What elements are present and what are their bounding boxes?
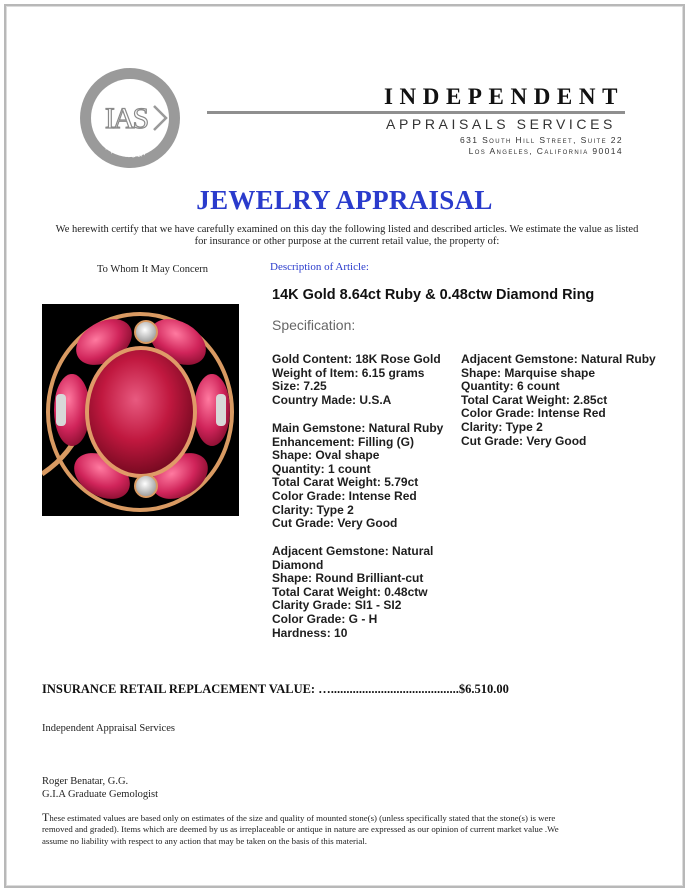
spec-line: Total Carat Weight: 5.79ct bbox=[272, 475, 419, 490]
spec-line: Gold Content: 18K Rose Gold bbox=[272, 352, 441, 366]
item-title: 14K Gold 8.64ct Ruby & 0.48ctw Diamond Ring bbox=[272, 287, 595, 303]
insurance-label: INSURANCE RETAIL REPLACEMENT VALUE: bbox=[42, 682, 319, 696]
spec-line: Shape: Marquise shape bbox=[461, 365, 596, 380]
spec-line: Shape: Oval shape bbox=[272, 448, 380, 463]
spec-line: Weight of Item: 6.15 grams bbox=[272, 365, 425, 380]
spec-group-diamond bbox=[272, 545, 442, 640]
spec-group-metal bbox=[272, 353, 452, 407]
header-rule bbox=[207, 111, 625, 114]
certify-statement: We herewith certify that we have carefully examined on this day the following listed and described articles. We estimate the value as listed for insurance or other purpose at the current retail value, the property of: bbox=[55, 224, 639, 247]
disclaimer-text: hese estimated values are based only on estimates of the size and quality of mounted stone(s) (unless specifically stated that the stone(s) is were removed and graded). Items which are deemed by us as irreplaceable or antique in nature are expressed as our opinion of current market value .We assume no liability with respect to any action that may be taken on the basis of this material. bbox=[42, 813, 559, 846]
recipient: To Whom It May Concern bbox=[97, 264, 209, 275]
spec-line: Total Carat Weight: 0.48ctw bbox=[272, 584, 428, 599]
spec-line: Adjacent Gemstone: Natural Ruby bbox=[461, 352, 656, 366]
spec-line: Enhancement: Filling (G) bbox=[272, 434, 415, 449]
company-name: INDEPENDENT bbox=[384, 84, 625, 109]
spec-line: Color Grade: G - H bbox=[272, 611, 378, 626]
logo-monogram: IAS bbox=[104, 102, 148, 135]
company-subtitle: APPRAISALS SERVICES bbox=[386, 116, 616, 132]
spec-line: Clarity Grade: SI1 - SI2 bbox=[272, 598, 402, 613]
spec-line: Cut Grade: Very Good bbox=[272, 516, 398, 531]
description-label: Description of Article: bbox=[270, 261, 369, 273]
insurance-value-line bbox=[42, 682, 509, 697]
disclaimer-initial: T bbox=[42, 810, 50, 824]
signer-block bbox=[42, 775, 158, 801]
spec-line: Quantity: 6 count bbox=[461, 379, 560, 394]
address-line-2: Los Angeles, California 90014 bbox=[468, 146, 623, 156]
spec-line: Main Gemstone: Natural Ruby bbox=[272, 421, 444, 435]
insurance-value: $6.510.00 bbox=[458, 682, 509, 696]
spec-line: Cut Grade: Very Good bbox=[461, 433, 587, 448]
spec-line: Adjacent Gemstone: Natural Diamond bbox=[272, 544, 434, 572]
insurance-dots: …......................................... bbox=[318, 682, 459, 696]
spec-line: Size: 7.25 bbox=[272, 379, 327, 394]
spec-line: Total Carat Weight: 2.85ct bbox=[461, 392, 608, 407]
spec-line: Hardness: 10 bbox=[272, 625, 348, 640]
spec-line: Clarity: Type 2 bbox=[461, 419, 543, 434]
spec-group-adjacent-ruby bbox=[461, 353, 676, 448]
logo-ring-text: Appraisal bbox=[99, 136, 148, 160]
spec-line: Color Grade: Intense Red bbox=[272, 488, 417, 503]
spec-group-main-gem bbox=[272, 422, 452, 531]
signer-title: G.I.A Graduate Gemologist bbox=[42, 789, 159, 800]
ring-photo bbox=[42, 304, 239, 516]
spec-line: Shape: Round Brilliant-cut bbox=[272, 571, 424, 586]
spec-line: Color Grade: Intense Red bbox=[461, 406, 606, 421]
company-signoff: Independent Appraisal Services bbox=[42, 723, 175, 734]
page-title: JEWELRY APPRAISAL bbox=[196, 185, 493, 215]
specification-label: Specification: bbox=[272, 317, 356, 333]
signer-name: Roger Benatar, G.G. bbox=[42, 776, 129, 787]
ias-logo bbox=[78, 66, 182, 170]
address-line-1: 631 South Hill Street, Suite 22 bbox=[459, 135, 623, 145]
disclaimer bbox=[42, 812, 562, 847]
spec-line: Country Made: U.S.A bbox=[272, 392, 392, 407]
spec-line: Quantity: 1 count bbox=[272, 461, 371, 476]
spec-line: Clarity: Type 2 bbox=[272, 502, 354, 517]
